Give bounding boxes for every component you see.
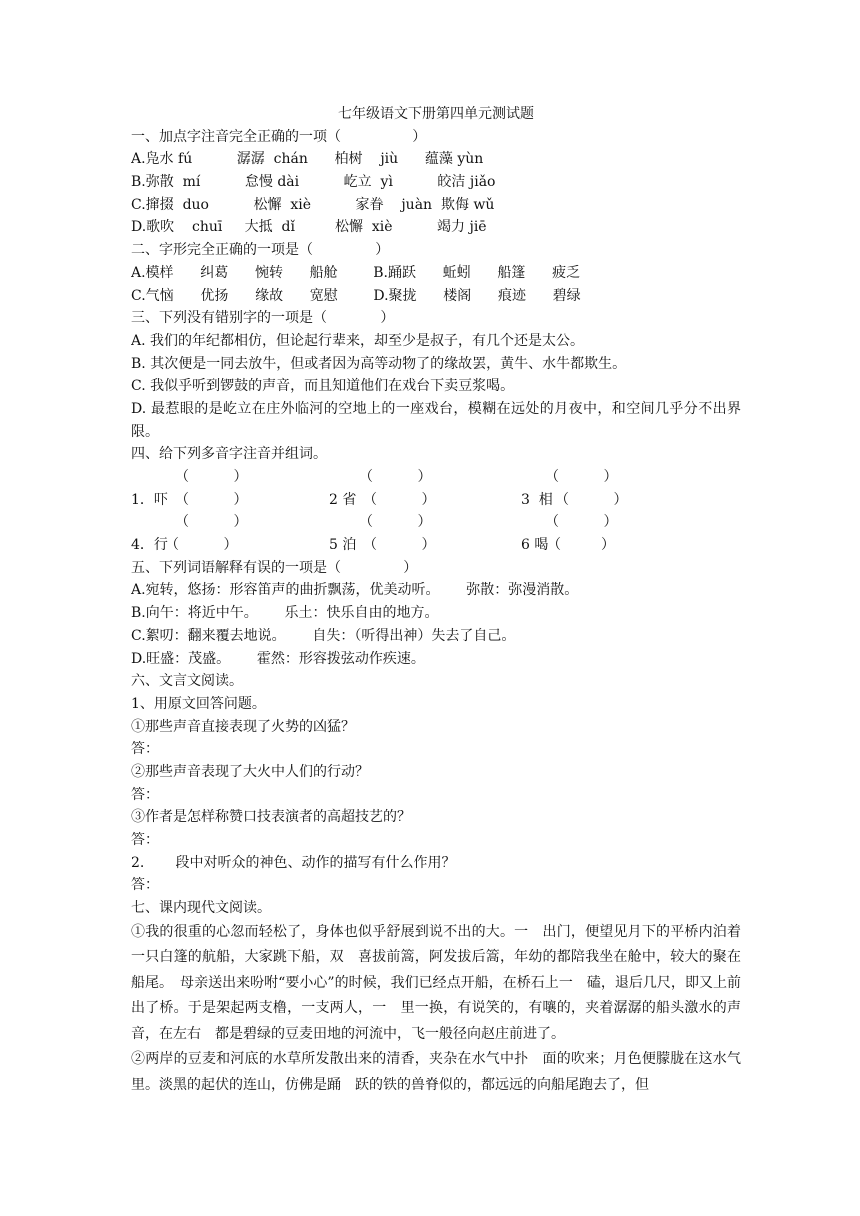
answer-blank: （ ） <box>547 537 616 554</box>
answer-blank: （ ） <box>363 491 436 508</box>
question-2-stem: 二、字形完全正确的一项是（ ） <box>131 242 390 259</box>
answer-label: 答： <box>131 832 159 849</box>
question-1-option-b: B.弥散 mí 怠慢 dài 屹立 yì 皎洁 jiǎo <box>131 174 496 191</box>
question-1-option-d: D.歌吹 chuī 大抵 dǐ 松懈 xiè 竭力 jiē <box>131 219 487 236</box>
question-4-blank-row-1 <box>131 466 741 489</box>
item-label: 6 喝 <box>521 537 549 554</box>
answer-label: 答： <box>131 877 159 894</box>
answer-blank: （ ） <box>175 491 248 508</box>
question-5-option-d: D.旺盛：茂盛。 霍然：形容拨弦动作疾速。 <box>131 650 425 667</box>
question-6-line: 2. 段中对听众的神色、动作的描写有什么作用？ <box>131 854 456 871</box>
item-label: 4．行 <box>131 537 168 554</box>
question-6-line: ③作者是怎样称赞口技表演者的高超技艺的？ <box>131 809 411 826</box>
item-label: 5 泊 <box>329 537 357 554</box>
answer-blank: （ ） <box>359 514 432 531</box>
question-1-option-c: C.撺掇 duo 松懈 xiè 家眷 juàn 欺侮 wǔ <box>131 196 495 213</box>
item-label: 3 相 <box>521 491 553 508</box>
question-7-stem: 七、课内现代文阅读。 <box>131 900 271 917</box>
question-1-stem: 一、加点字注音完全正确的一项（ ） <box>131 128 427 145</box>
question-2-options-cd: C.气恼 优扬 缘故 宽慰 D.聚拢 楼阁 痕迹 碧绿 <box>131 287 581 304</box>
question-3-option-b: B. 其次便是一同去放牛，但或者因为高等动物了的缘故罢，黄牛、水牛都欺生。 <box>131 355 627 372</box>
answer-blank: （ ） <box>175 469 248 486</box>
item-label: 1．吓 <box>131 491 168 508</box>
answer-blank: （ ） <box>359 469 432 486</box>
question-1-option-a: A.凫水 fú 潺潺 chán 柏树 jiù 蕴藻 yùn <box>131 151 484 168</box>
question-4-item-row-1 <box>131 489 741 512</box>
exam-page <box>131 103 741 1098</box>
question-5-option-a: A.宛转，悠扬：形容笛声的曲折飘荡，优美动听。 弥散：弥漫消散。 <box>131 582 579 599</box>
question-4-stem: 四、给下列多音字注音并组词。 <box>131 446 327 463</box>
question-3-option-c: C. 我似乎听到锣鼓的声音，而且知道他们在戏台下卖豆浆喝。 <box>131 378 515 395</box>
answer-blank: （ ） <box>545 514 618 531</box>
question-6-line: ②那些声音表现了大火中人们的行动？ <box>131 763 369 780</box>
answer-label: 答： <box>131 786 159 803</box>
question-5-option-c: C.絮叨：翻来覆去地说。 自失：（听得出神）失去了自己。 <box>131 627 516 644</box>
answer-blank: （ ） <box>545 469 618 486</box>
question-6-stem: 六、文言文阅读。 <box>131 673 243 690</box>
question-6-line: ①那些声音直接表现了火势的凶猛？ <box>131 718 355 735</box>
question-4-item-row-2 <box>131 534 741 557</box>
question-2-options-ab: A.模样 纠葛 惋转 船舱 B.踊跃 蚯蚓 船篷 疲乏 <box>131 264 581 281</box>
question-3-option-a: A. 我们的年纪都相仿，但论起行辈来，却至少是叔子，有几个还是太公。 <box>131 332 585 349</box>
question-3-option-d: D. 最惹眼的是屹立在庄外临河的空地上的一座戏台，模糊在远处的月夜中，和空间几乎分不出界限。 <box>131 400 741 440</box>
question-5-option-b: B.向午：将近中午。 乐土：快乐自由的地方。 <box>131 605 439 622</box>
question-4-blank-row-2 <box>131 511 741 534</box>
question-6-line: 1、用原文回答问题。 <box>131 695 266 712</box>
answer-blank: （ ） <box>363 537 436 554</box>
reading-paragraph-1: ①我的很重的心忽而轻松了，身体也似乎舒展到说不出的大。一 出门，便望见月下的平桥内泊着一只白篷的航船，大家跳下船，双 喜拔前篙，阿发拔后篙，年幼的都陪我坐在舱中，较大的聚在船尾。 母亲送出来吩咐“要小心”的时候，我们已经点开船，在桥石上一 磕，退后几尺，即又上前出了桥。于是架起两支橹，一支两人，一 里一换，有说笑的，有嚷的，夹着潺潺的船头激水的声音，在左右 都是碧绿的豆麦田地的河流中，飞一般径向赵庄前进了。 <box>131 923 741 1042</box>
reading-paragraph-2: ②两岸的豆麦和河底的水草所发散出来的清香，夹杂在水气中扑 面的吹来；月色便朦胧在这水气里。淡黑的起伏的连山，仿佛是踊 跃的铁的兽脊似的，都远远的向船尾跑去了，但 <box>131 1051 741 1093</box>
answer-label: 答： <box>131 741 159 758</box>
answer-blank: （ ） <box>165 537 238 554</box>
page-title: 七年级语文下册第四单元测试题 <box>338 106 534 122</box>
question-3-stem: 三、下列没有错别字的一项是（ ） <box>131 310 395 327</box>
answer-blank: （ ） <box>555 491 628 508</box>
question-5-stem: 五、下列词语解释有误的一项是（ ） <box>131 559 418 576</box>
answer-blank: （ ） <box>175 514 248 531</box>
item-label: 2 省 <box>329 491 357 508</box>
